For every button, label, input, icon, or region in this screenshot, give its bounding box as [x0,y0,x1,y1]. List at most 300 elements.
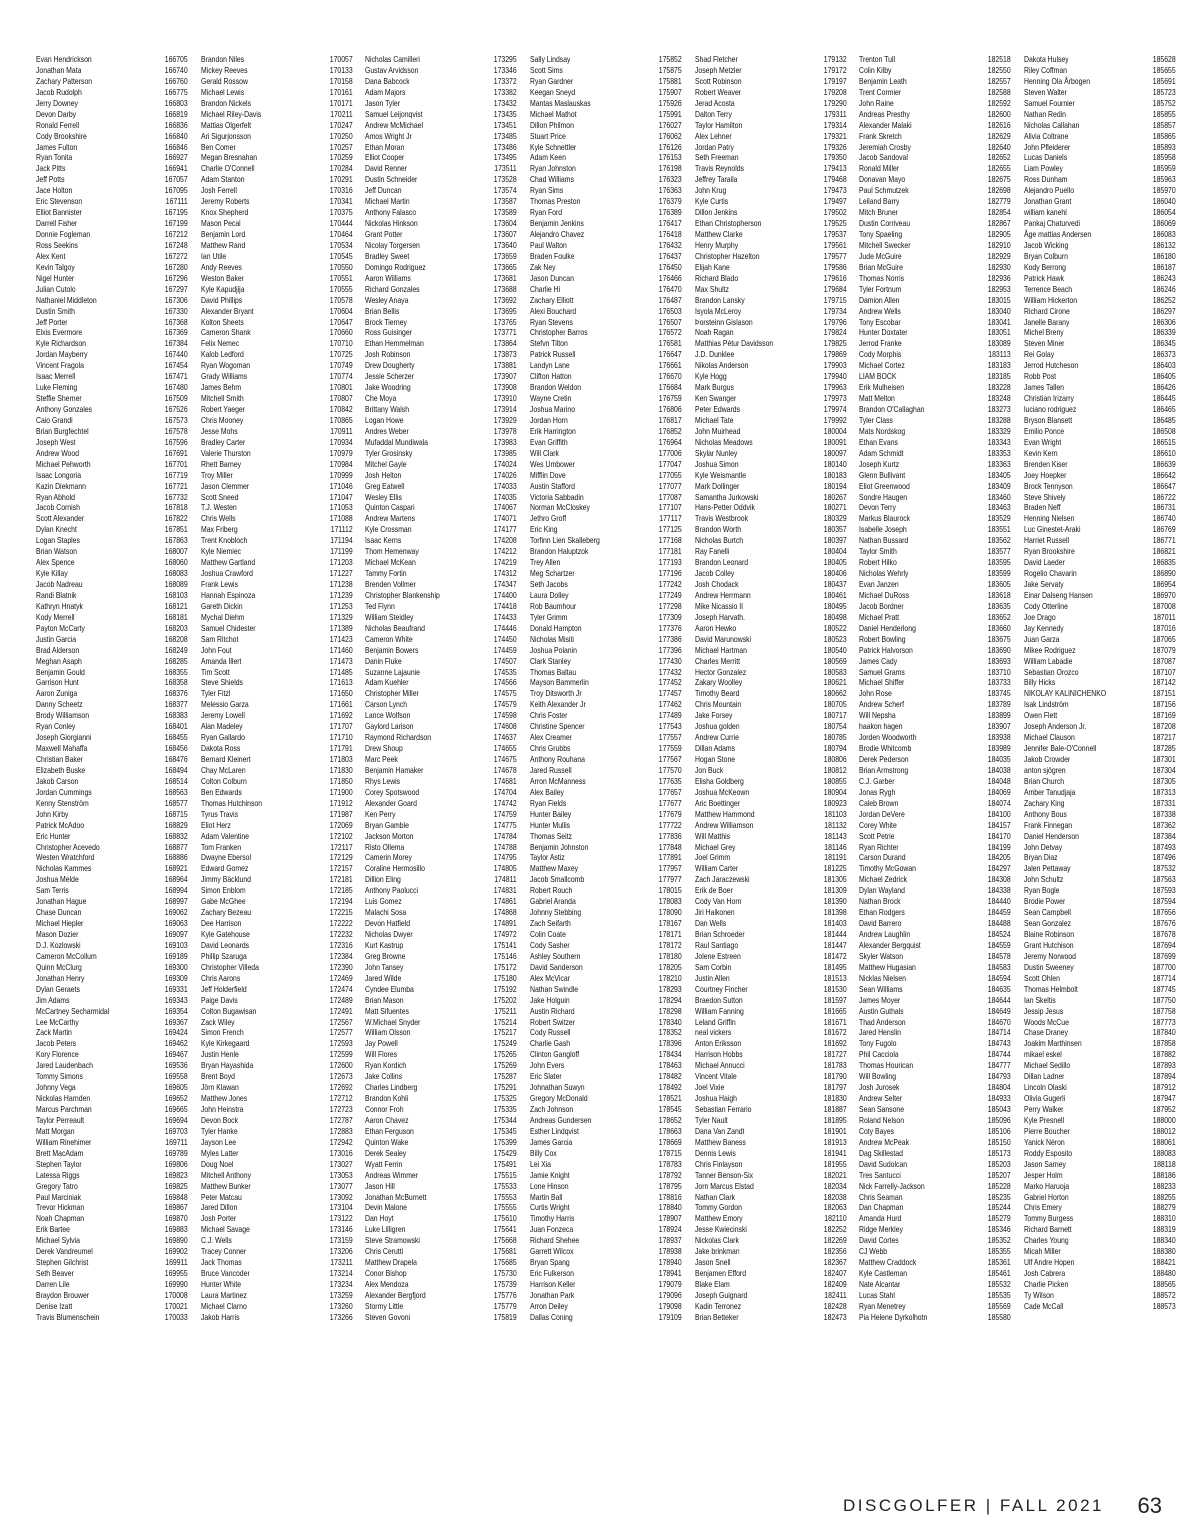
member-number: 183693 [988,655,1011,666]
member-number: 176417 [658,218,682,229]
member-number: 183605 [988,579,1011,589]
member-number: 176363 [658,185,682,196]
member-name: Aaron Zuniga [36,688,78,699]
member-entry [695,120,847,131]
member-entry [859,109,1011,120]
member-entry [530,109,682,120]
member-number: 172232 [329,929,353,939]
member-name: Erik Harrington [529,425,576,436]
member-entry [1024,929,1176,940]
member-number: 179096 [658,1289,682,1300]
member-entry [1024,196,1176,207]
member-entry [36,787,188,798]
member-name: William Hickerton [1023,294,1077,305]
member-entry [859,820,1011,831]
member-number: 177657 [658,786,682,797]
member-number: 171791 [329,743,353,754]
member-entry [695,109,847,120]
member-entry [365,1126,517,1137]
member-number: 173435 [494,108,518,119]
member-number: 171460 [329,644,353,655]
member-number: 176379 [658,196,682,207]
member-entry [695,546,847,557]
member-name: Joakim Marthinsen [1023,1038,1082,1049]
member-number: 179577 [823,250,847,261]
member-name: Steve Shields [200,677,243,688]
member-entry [201,54,353,65]
member-name: Felix Nemec [200,338,239,349]
member-number: 168358 [164,677,188,688]
member-number: 173486 [494,141,518,152]
member-name: Matt Melton [859,393,896,404]
member-number: 166927 [164,152,188,163]
member-entry [859,1148,1011,1159]
member-name: Austin Richard [529,1005,575,1016]
member-name: Tony Escobar [859,316,901,327]
member-entry [36,776,188,787]
member-name: Jordan Cummings [36,786,92,797]
member-number: 167471 [164,371,188,382]
member-number: 181390 [823,896,847,907]
member-entry [36,732,188,743]
member-entry [859,131,1011,142]
member-number: 185235 [988,1191,1011,1202]
member-number: 174805 [494,863,518,874]
member-name: Ian Utile [200,250,226,261]
member-entry [530,1246,682,1257]
member-number: 187882 [1152,1049,1176,1060]
member-entry [36,896,188,907]
member-name: Bryan Diaz [1023,852,1058,863]
member-name: Devon Darby [36,108,77,119]
member-number: 176852 [658,425,682,436]
member-number: 176466 [658,272,682,283]
member-number: 182588 [988,86,1011,97]
member-name: Roddy Esposito [1023,1147,1073,1158]
member-number: 180437 [823,579,847,589]
member-number: 183228 [988,382,1011,393]
member-entry [36,1071,188,1082]
member-number: 177125 [658,524,682,535]
member-number: 180569 [823,655,847,666]
member-name: Charlie Gash [529,1038,571,1049]
member-name: Matthias Pétur Davidsson [694,338,773,349]
member-entry [695,207,847,218]
member-entry [859,152,1011,163]
member-number: 177559 [658,743,682,754]
member-entry [36,338,188,349]
member-entry [530,524,682,535]
member-entry [859,470,1011,481]
member-entry [859,426,1011,437]
member-name: Amanda Hurd [859,1213,902,1224]
member-number: 176323 [658,174,682,185]
member-number: 186083 [1152,229,1176,239]
member-name: Kyle Richardson [36,338,87,349]
member-entry [36,1115,188,1126]
member-entry [365,1148,517,1159]
member-name: John Tansey [365,961,404,972]
member-name: Pankaj Chaturvedi [1023,218,1081,229]
member-entry [365,568,517,579]
member-entry [365,1159,517,1170]
member-name: Ethan Hemmelman [365,338,425,349]
member-entry [365,535,517,546]
member-entry [365,863,517,874]
member-name: Thomas Seitz [529,830,572,841]
member-name: Logan Howe [365,414,404,425]
member-number: 173665 [494,261,518,272]
member-name: Kadin Terronez [694,1300,741,1311]
member-number: 183710 [988,666,1011,677]
member-entry [695,131,847,142]
member-name: Chris Mooney [200,414,244,425]
member-entry [1024,142,1176,153]
member-entry [859,623,1011,634]
member-number: 173432 [494,97,518,108]
member-name: Joseph Harvath. [694,611,745,622]
member-name: Vincent Vitale [694,1071,737,1082]
member-number: 183463 [988,502,1011,513]
member-entry [859,251,1011,262]
member-name: Courtney Fincher [694,983,748,994]
member-name: Hans-Petter Oddvik [694,502,755,513]
member-number: 177677 [658,797,682,808]
member-entry [530,65,682,76]
member-number: 187496 [1152,852,1176,863]
member-number: 173027 [329,1158,353,1169]
member-name: Nicholas Meadows [694,436,753,447]
member-entry [1024,1017,1176,1028]
member-name: Tyler Fortnum [859,283,902,294]
member-entry [1024,1049,1176,1060]
member-number: 169711 [165,1136,188,1147]
member-name: Carson Durand [859,852,906,863]
member-number: 168494 [164,764,188,775]
member-entry [36,809,188,820]
member-entry [530,1027,682,1038]
member-name: Julian Cutolo [36,283,76,294]
member-number: 177432 [658,666,682,677]
member-name: Christopher Acevedo [36,841,100,852]
member-name: Garrison Hunt [36,677,79,688]
member-name: Alan Madeley [200,721,243,732]
member-number: 175907 [658,86,682,97]
member-number: 174579 [494,699,518,710]
member-name: Nicholas Camilleri [365,54,421,64]
member-entry [530,317,682,328]
member-name: Nickolas Hinkson [365,218,418,229]
member-name: Brian Burgfechtel [36,425,89,436]
member-number: 170259 [329,152,353,163]
member-number: 178090 [658,907,682,918]
member-number: 188380 [1152,1246,1176,1257]
member-name: Michael Zedrick [859,874,908,885]
member-number: 185970 [1152,185,1176,196]
member-entry [859,907,1011,918]
member-name: Mayson Bammerlin [529,677,589,688]
member-entry [365,579,517,590]
member-name: Jonathan Henry [36,972,85,983]
member-entry [201,98,353,109]
member-entry [365,1290,517,1301]
member-name: Ryan Fields [529,797,567,808]
member-entry [36,940,188,951]
member-name: Chris Cerutti [365,1246,404,1257]
member-name: Joshua Haigh [694,1093,737,1104]
member-name: Cody Van Horn [694,896,742,907]
member-number: 173910 [494,393,518,404]
member-number: 175214 [494,1016,518,1027]
member-entry [36,1213,188,1224]
member-name: Aaron Hewko [694,622,736,633]
member-name: Dillon Jenkins [694,207,737,218]
member-entry [365,109,517,120]
member-name: Laura Martinez [200,1289,247,1300]
member-entry [859,557,1011,568]
member-number: 171803 [329,754,353,764]
member-name: Isyola McLeroy [694,305,741,316]
member-number: 169703 [164,1125,188,1136]
member-number: 180406 [823,568,847,579]
member-name: Ronald Ferrell [36,119,80,130]
member-number: 178298 [658,1005,682,1016]
member-name: Bryan Colburn [1023,250,1068,261]
member-entry [859,973,1011,984]
member-name: Hunter White [200,1279,241,1289]
member-name: Matthew Hammond [694,808,755,819]
member-entry [859,885,1011,896]
member-entry [695,338,847,349]
member-number: 185865 [1152,130,1176,141]
member-name: Adam Majors [365,86,406,97]
member-entry [365,327,517,338]
member-number: 178396 [658,1038,682,1049]
member-number: 183041 [988,316,1011,327]
member-entry [365,984,517,995]
member-entry [36,1192,188,1203]
member-entry [365,732,517,743]
member-entry [1024,513,1176,524]
member-name: Nickolas Harnden [36,1093,91,1104]
member-entry [201,174,353,185]
member-entry [530,973,682,984]
member-number: 170284 [329,163,353,174]
member-entry [530,426,682,437]
member-name: Dustin Sweeney [1023,961,1074,972]
member-name: Josh Porter [200,1213,236,1224]
member-name: Kody Merrell [36,611,75,622]
member-entry [365,1235,517,1246]
member-number: 186426 [1152,382,1176,393]
member-name: Alexander Bergquist [859,939,922,950]
member-name: Zachary Patterson [36,75,93,86]
member-number: 181692 [823,1038,847,1049]
member-entry [365,940,517,951]
member-name: Kyle Hogg [694,371,727,382]
member-entry [530,1213,682,1224]
member-number: 182021 [823,1169,847,1180]
member-number: 173908 [494,382,518,393]
member-entry [859,1213,1011,1224]
member-name: Ryan Menetrey [859,1300,906,1311]
member-entry [859,874,1011,885]
member-number: 177055 [658,469,682,480]
member-number: 188573 [1152,1300,1176,1311]
member-entry [530,546,682,557]
member-number: 184488 [988,918,1011,929]
member-entry [530,273,682,284]
member-number: 180705 [823,699,847,710]
member-name: Dan Hoyt [365,1213,394,1224]
member-name: Christopher Miller [365,688,420,699]
member-name: Michael Sedillo [1023,1060,1071,1071]
member-name: Tanner Benson-Six [694,1169,753,1180]
member-number: 185580 [988,1311,1011,1322]
member-entry [36,218,188,229]
member-number: 184199 [988,841,1011,852]
member-name: Ross Dunham [1023,174,1068,185]
member-entry [530,131,682,142]
member-name: Steven Miner [1023,338,1065,349]
member-number: 173589 [494,207,518,218]
member-entry [1024,1104,1176,1115]
member-name: Kyle Schnettler [529,141,577,152]
member-name: Mifflin Dove [529,469,566,480]
member-entry [365,962,517,973]
member-name: Josh Cabrera [1023,1268,1066,1279]
member-number: 167057 [164,174,188,185]
member-entry [36,634,188,645]
member-number: 183363 [988,458,1011,469]
member-number: 183015 [988,294,1011,305]
member-number: 180004 [823,425,847,436]
member-name: Brandon O'Callaghan [859,404,925,414]
member-name: Bryson Blansett [1023,414,1073,425]
member-entry [859,1104,1011,1115]
member-name: Jordan DeVere [859,808,906,819]
member-entry [1024,568,1176,579]
member-entry [530,831,682,842]
member-number: 174655 [494,743,518,754]
member-number: 177193 [658,557,682,568]
member-name: Michael Annucci [694,1060,745,1071]
member-entry [365,382,517,393]
member-number: 187493 [1152,841,1176,852]
member-name: David Cortes [859,1235,899,1246]
member-number: 188012 [1152,1125,1176,1136]
member-name: Gareth Dickin [200,600,243,611]
member-entry [859,590,1011,601]
member-entry [365,76,517,87]
member-entry [365,645,517,656]
member-entry [365,54,517,65]
member-entry [859,1137,1011,1148]
member-number: 182034 [823,1180,847,1191]
member-entry [201,699,353,710]
member-name: Hogan Stone [694,754,735,764]
member-name: Trenton Tull [859,54,896,64]
member-entry [695,951,847,962]
member-number: 166836 [164,119,188,130]
member-number: 174459 [494,644,518,655]
member-name: Clark Stanley [529,655,571,666]
member-number: 173771 [494,327,518,338]
member-name: Scott Sneed [200,491,239,502]
member-entry [36,699,188,710]
member-entry [530,360,682,371]
member-entry [859,492,1011,503]
member-name: Michael Hiepler [36,918,84,929]
member-number: 183745 [988,688,1011,699]
member-entry [365,1060,517,1071]
member-number: 175685 [494,1257,518,1268]
member-entry [1024,349,1176,360]
member-column [695,54,847,1323]
member-number: 169062 [164,907,188,918]
member-name: Thomas Baltau [529,666,577,677]
member-entry [365,349,517,360]
member-name: Michael Sylvia [36,1235,80,1246]
member-entry [859,896,1011,907]
member-name: Jeff Potts [36,174,65,185]
member-number: 178293 [658,983,682,994]
member-name: David Marunowski [694,633,751,644]
member-name: Jolene Estreen [694,950,741,961]
member-name: Evan Janzen [859,579,899,589]
member-list [36,54,1176,1323]
member-number: 178795 [658,1180,682,1191]
member-name: Jake Woodring [365,382,412,393]
member-name: Shad Fletcher [694,54,738,64]
member-entry [36,207,188,218]
member-name: James Cady [859,655,898,666]
member-number: 178167 [658,918,682,929]
member-number: 185203 [988,1158,1011,1169]
member-number: 186405 [1152,371,1176,382]
member-number: 170934 [329,436,353,447]
member-name: Mason Pecal [200,218,241,229]
member-entry [1024,131,1176,142]
member-name: Rhys Lewis [365,775,401,786]
member-name: Brandon Kohli [365,1093,409,1104]
member-number: 179561 [823,239,847,250]
member-name: Michael Grey [694,841,736,852]
member-name: Logan Staples [36,535,80,546]
member-number: 174598 [494,710,518,721]
member-name: Myles Latter [200,1147,239,1158]
member-number: 168285 [164,655,188,666]
member-entry [201,338,353,349]
member-entry [36,306,188,317]
member-number: 169823 [164,1169,188,1180]
member-entry [201,1049,353,1060]
member-name: Brandon Lansky [694,294,745,305]
member-entry [36,973,188,984]
member-name: John Muirhead [694,425,741,436]
member-name: Yanick Néron [1023,1136,1065,1147]
member-entry [530,787,682,798]
member-entry [695,65,847,76]
member-entry [859,120,1011,131]
member-name: Laura Dolley [529,589,569,600]
member-name: Trent Knobloch [200,535,247,546]
member-name: Ryan Bogle [1023,885,1060,896]
member-number: 180140 [823,458,847,469]
member-number: 167368 [164,316,188,327]
member-entry [201,579,353,590]
member-name: Ray Fanelli [694,546,729,557]
